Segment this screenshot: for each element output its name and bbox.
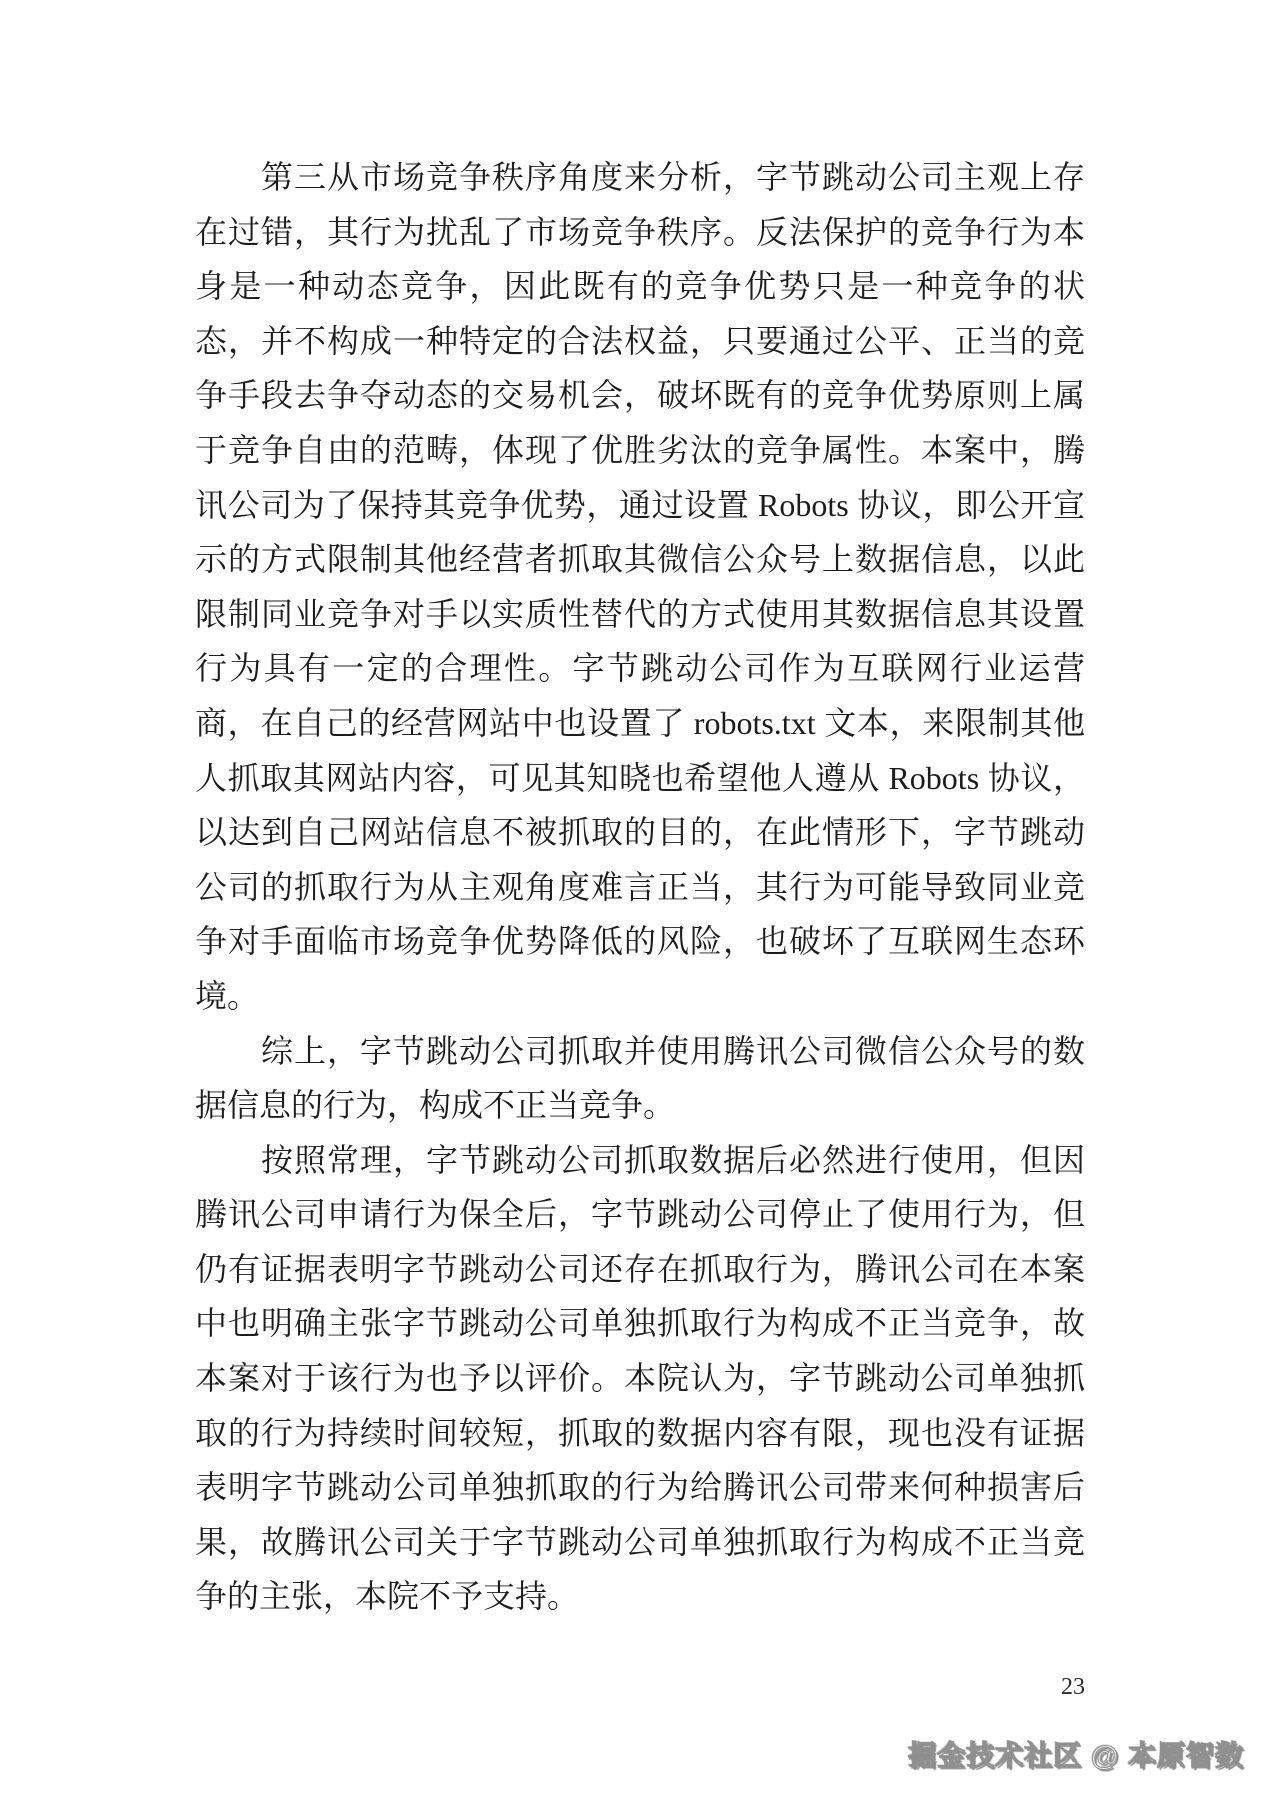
text-line: 公司的抓取行为从主观角度难言正当，其行为可能导致同业竞 (195, 868, 1085, 905)
text-line: 人抓取其网站内容，可见其知晓也希望他人遵从 Robots 协议， (195, 759, 1085, 796)
text-line: 取的行为持续时间较短，抓取的数据内容有限，现也没有证据 (195, 1414, 1085, 1451)
text-line: 果，故腾讯公司关于字节跳动公司单独抓取行为构成不正当竞 (195, 1523, 1085, 1560)
text-line: 按照常理，字节跳动公司抓取数据后必然进行使用，但因 (261, 1141, 1085, 1178)
text-line: 行为具有一定的合理性。字节跳动公司作为互联网行业运营 (195, 650, 1085, 687)
text-line: 争的主张，本院不予支持。 (195, 1578, 580, 1615)
text-line: 限制同业竞争对手以实质性替代的方式使用其数据信息其设置 (195, 595, 1085, 632)
text-line: 境。 (195, 977, 260, 1014)
text-line: 综上，字节跳动公司抓取并使用腾讯公司微信公众号的数 (261, 1032, 1085, 1069)
text-line: 在过错，其行为扰乱了市场竞争秩序。反法保护的竞争行为本 (195, 213, 1085, 250)
text-line: 争对手面临市场竞争优势降低的风险，也破坏了互联网生态环 (195, 923, 1085, 960)
text-line: 腾讯公司申请行为保全后，字节跳动公司停止了使用行为，但 (195, 1196, 1085, 1233)
text-line: 讯公司为了保持其竞争优势，通过设置 Robots 协议，即公开宣 (195, 486, 1085, 523)
text-line: 表明字节跳动公司单独抓取的行为给腾讯公司带来何种损害后 (195, 1469, 1085, 1506)
text-line: 据信息的行为，构成不正当竞争。 (195, 1087, 676, 1124)
text-line: 态，并不构成一种特定的合法权益，只要通过公平、正当的竞 (195, 322, 1085, 359)
text-line: 中也明确主张字节跳动公司单独抓取行为构成不正当竞争，故 (195, 1305, 1085, 1342)
text-line: 身是一种动态竞争，因此既有的竞争优势只是一种竞争的状 (195, 268, 1085, 305)
text-line: 商，在自己的经营网站中也设置了 robots.txt 文本，来限制其他 (195, 704, 1085, 741)
text-line: 仍有证据表明字节跳动公司还存在抓取行为，腾讯公司在本案 (195, 1250, 1085, 1287)
text-line: 本案对于该行为也予以评价。本院认为，字节跳动公司单独抓 (195, 1360, 1085, 1397)
watermark: 掘金技术社区 @ 本原智数 (908, 1740, 1244, 1771)
judgment-text-block (195, 150, 1085, 1624)
text-line: 于竞争自由的范畴，体现了优胜劣汰的竞争属性。本案中，腾 (195, 431, 1085, 468)
text-line: 以达到自己网站信息不被抓取的目的，在此情形下，字节跳动 (195, 814, 1085, 851)
text-line: 第三从市场竞争秩序角度来分析，字节跳动公司主观上存 (261, 159, 1085, 195)
text-line: 争手段去争夺动态的交易机会，破坏既有的竞争优势原则上属 (195, 377, 1085, 414)
page-number: 23 (1061, 1674, 1085, 1700)
text-line: 示的方式限制其他经营者抓取其微信公众号上数据信息，以此 (195, 541, 1085, 578)
